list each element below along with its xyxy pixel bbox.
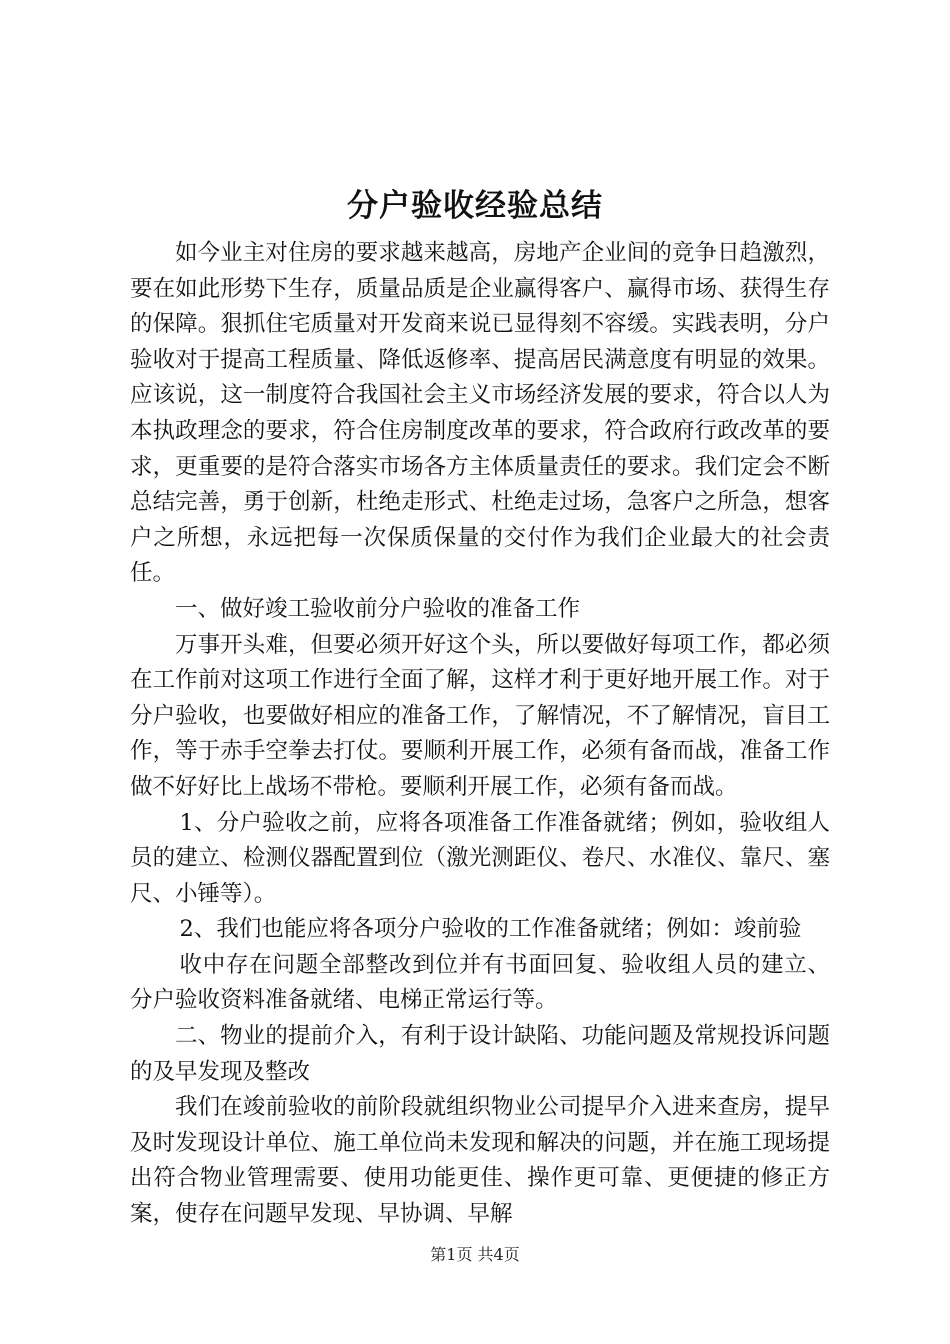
- intro-paragraph: 如今业主对住房的要求越来越高，房地产企业间的竞争日趋激烈，要在如此形势下生存，质量品质是企业赢得客户、赢得市场、获得生存的保障。狠抓住宅质量对开发商来说已显得刻不容缓。实践表明，分户验收对于提高工程质量、降低返修率、提高居民满意度有明显的效果。应该说，这一制度符合我国社会主义市场经济发展的要求，符合以人为本执政理念的要求，符合住房制度改革的要求，符合政府行政改革的要求，更重要的是符合落实市场各方主体质量责任的要求。我们定会不断总结完善，勇于创新，杜绝走形式、杜绝走过场，急客户之所急，想客户之所想，永远把每一次保质保量的交付作为我们企业最大的社会责任。: [130, 240, 830, 587]
- list-item-2: 2、我们也能应将各项分户验收的工作准备就绪；例如：竣前验: [179, 916, 802, 943]
- section-heading-1: 一、做好竣工验收前分户验收的准备工作: [175, 595, 581, 622]
- page-footer: 第1页 共4页: [430, 1245, 520, 1264]
- section-2-paragraph: 我们在竣前验收的前阶段就组织物业公司提早介入进来查房，提早及时发现设计单位、施工单位尚未发现和解决的问题，并在施工现场提出符合物业管理需要、使用功能更佳、操作更可靠、更便捷的修正方案，使存在问题早发现、早协调、早解: [130, 1094, 830, 1228]
- section-heading-2: 二、物业的提前介入，有利于设计缺陷、功能问题及常规投诉问题的及早发现及整改: [130, 1023, 830, 1085]
- document-body: [130, 236, 830, 1233]
- list-item-1: 1、分户验收之前，应将各项准备工作准备就绪；例如，验收组人员的建立、检测仪器配置到位（激光测距仪、卷尺、水准仪、靠尺、塞尺、小锤等）。: [130, 809, 830, 907]
- section-1-paragraph: 万事开头难，但要必须开好这个头，所以要做好每项工作，都必须在工作前对这项工作进行全面了解，这样才利于更好地开展工作。对于分户验收，也要做好相应的准备工作，了解情况，不了解情况，盲目工作，等于赤手空拳去打仗。要顺利开展工作，必须有备而战，准备工作做不好好比上战场不带枪。要顺利开展工作，必须有备而战。: [130, 631, 830, 800]
- list-item-2-continuation: 收中存在问题全部整改到位并有书面回复、验收组人员的建立、分户验收资料准备就绪、电梯正常运行等。: [130, 951, 830, 1014]
- document-title: 分户验收经验总结: [347, 188, 603, 224]
